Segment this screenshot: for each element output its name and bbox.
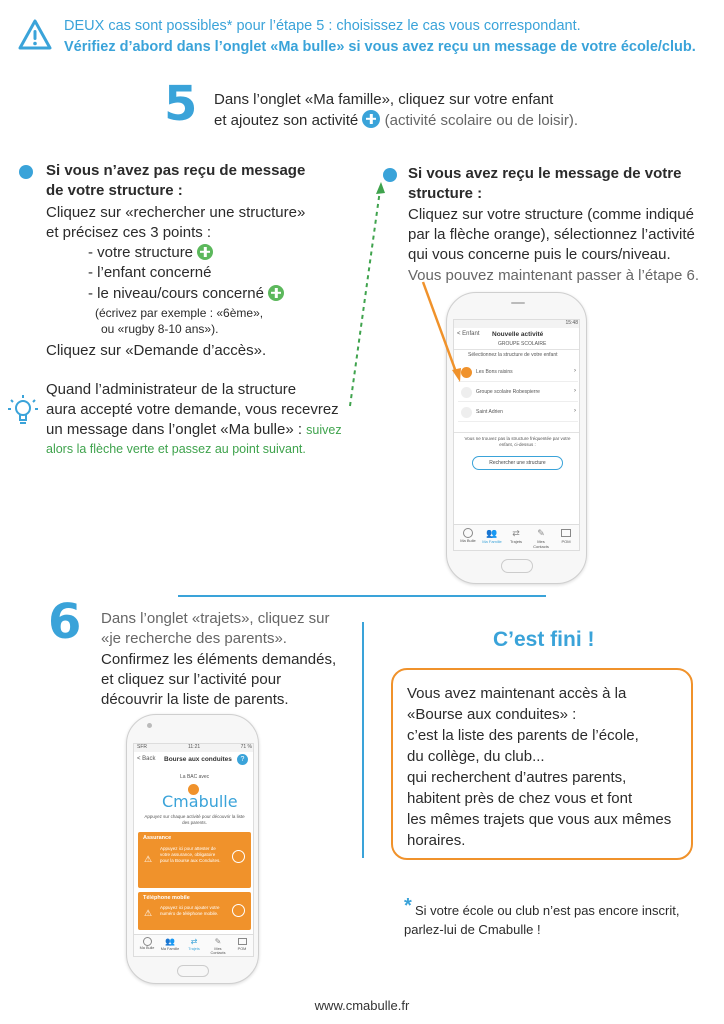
structure-item[interactable] <box>458 404 578 422</box>
tab-trajets[interactable] <box>184 937 204 951</box>
fini-line: du collège, du club... <box>407 748 545 765</box>
message-icon <box>238 938 247 945</box>
message-icon <box>561 529 571 537</box>
tip-line-1: Quand l’administrateur de la structure <box>46 381 297 398</box>
footnote-line-1: Si votre école ou club n’est pas encore inscrit, <box>415 903 680 918</box>
add-activity-icon <box>362 110 380 128</box>
mobile-phone-card[interactable] <box>138 892 251 930</box>
arrows-icon: ⇄ <box>512 528 520 538</box>
case-left-bullet-2: - l’enfant concerné <box>88 264 212 281</box>
phone-mockup-2 <box>126 714 259 984</box>
tab-label: Ma Bulle <box>139 946 155 950</box>
phone-2-screen <box>133 743 254 957</box>
tab-mes-contacts[interactable] <box>530 528 552 549</box>
fini-title: C’est fini ! <box>493 628 595 651</box>
tab-ma-famille[interactable] <box>160 937 180 951</box>
step-6-number: 6 <box>48 594 82 650</box>
case-right-title-1: Si vous avez reçu le message de votre <box>408 165 682 182</box>
tip-line-2: aura accepté votre demande, vous recevrez <box>46 401 339 418</box>
lightbulb-icon <box>6 393 40 429</box>
card-text: Appuyez ici pour attester de votre assurance, obligatoire pour la Bourse aux Conduites. <box>160 846 221 863</box>
tab-mes-contacts[interactable] <box>207 937 229 955</box>
tab-label: Ma Famille <box>160 947 180 951</box>
intro-text: Appuyez sur chaque activité pour découvrir la liste des parents. <box>144 814 245 825</box>
case-left-line-2: et précisez ces 3 points : <box>46 224 212 241</box>
family-icon: 👥 <box>165 937 175 946</box>
tab-label: POM <box>561 539 571 544</box>
target-icon <box>232 904 245 917</box>
chevron-right-icon: › <box>574 368 576 374</box>
green-plus-icon <box>197 244 213 260</box>
phone-camera <box>147 723 152 728</box>
tip-line-3 <box>46 420 342 440</box>
case-left-example-2: ou «rugby 8-10 ans»). <box>101 322 219 336</box>
tab-bar <box>454 524 580 551</box>
case-right-line-3: qui vous concerne puis le cours/niveau. <box>408 246 671 263</box>
family-icon: 👥 <box>486 528 498 538</box>
warning-icon: ⚠ <box>144 908 153 918</box>
tab-ma-bulle[interactable] <box>137 937 157 950</box>
case-left-title-2: de votre structure : <box>46 182 183 199</box>
header-line-2: Vérifiez d’abord dans l’onglet «Ma bulle» si vous avez reçu un message de votre école/club. <box>64 39 696 55</box>
status-time: 15:48 <box>565 320 578 326</box>
not-found-text: Vous ne trouvez pas la structure fréquentée par votre enfant, ci-dessus : <box>464 436 571 447</box>
case-left-bullet-3 <box>88 284 284 304</box>
home-button[interactable] <box>177 965 209 977</box>
divider <box>454 349 580 350</box>
section-divider <box>178 595 546 597</box>
structure-item[interactable] <box>458 364 578 382</box>
help-icon[interactable]: ? <box>237 754 248 765</box>
fini-line: c’est la liste des parents de l’école, <box>407 727 639 744</box>
fini-line: Vous avez maintenant accès à la <box>407 685 627 702</box>
status-battery: 71 % <box>240 744 252 750</box>
green-dashed-arrow <box>340 178 390 410</box>
tab-label: Ma Famille <box>482 539 502 544</box>
tab-pom[interactable] <box>232 937 252 951</box>
step-5-line-2-start: et ajoutez son activité <box>214 112 359 129</box>
tip-line-3-text: un message dans l’onglet «Ma bulle» : <box>46 421 302 438</box>
phone-speaker <box>511 302 525 304</box>
tab-bar <box>134 934 254 957</box>
case-left-line-1: Cliquez sur «rechercher une structure» <box>46 204 306 221</box>
status-bar <box>454 320 580 328</box>
structure-name: Saint Adrien <box>476 409 503 415</box>
step-6-line-1: Dans l’onglet «trajets», cliquez sur <box>101 610 330 627</box>
chevron-right-icon: › <box>574 388 576 394</box>
tip-line-3-green: suivez <box>306 423 342 437</box>
tab-label: POM <box>237 947 247 951</box>
status-bar <box>134 744 254 752</box>
bullet-dot-right <box>383 168 397 182</box>
fini-line: habitent près de chez vous et font <box>407 790 633 807</box>
card-title: Assurance <box>143 835 172 841</box>
screen-subtitle: GROUPE SCOLAIRE <box>498 341 547 347</box>
fini-line: horaires. <box>407 832 466 849</box>
screen-title: Bourse aux conduites <box>164 756 232 763</box>
bubble-icon <box>463 528 473 538</box>
status-carrier: SFR <box>137 744 147 750</box>
card-text: Appuyez ici pour ajouter votre numéro de téléphone mobile. <box>160 905 220 916</box>
case-left-bullet-1 <box>88 243 213 263</box>
case-right-line-4: Vous pouvez maintenant passer à l’étape 6. <box>408 267 700 284</box>
back-button[interactable]: < Enfant <box>457 331 480 337</box>
step-6-line-2: «je recherche des parents». <box>101 630 287 647</box>
fini-line: qui recherchent d’autres parents, <box>407 769 627 786</box>
tab-ma-bulle[interactable] <box>458 528 478 543</box>
bullet-dot-left <box>19 165 33 179</box>
warning-icon <box>18 18 52 52</box>
structure-name: Les Bons raisins <box>476 369 513 375</box>
tip-line-4-green: alors la flèche verte et passez au point suivant. <box>46 442 306 456</box>
tab-label: Trajets <box>188 947 200 951</box>
status-time: 11:21 <box>188 744 201 750</box>
bubble-icon <box>143 937 152 946</box>
step-6-line-3: Confirmez les éléments demandés, <box>101 651 337 668</box>
tab-label: Trajets <box>509 539 523 544</box>
tab-pom[interactable] <box>556 528 576 544</box>
structure-name: Groupe scolaire Robespierre <box>476 389 540 395</box>
step-5-line-2 <box>214 110 578 131</box>
divider <box>454 432 580 433</box>
case-right-title-2: structure : <box>408 185 483 202</box>
orange-arrow <box>420 280 470 390</box>
bac-label: La BAC avec <box>180 774 210 780</box>
case-right-line-1: Cliquez sur votre structure (comme indiqué <box>408 206 694 223</box>
bullet-1-text: - votre structure <box>88 244 194 261</box>
screen-title: Nouvelle activité <box>492 331 544 338</box>
case-left-example-1: (écrivez par exemple : «6ème», <box>95 306 264 320</box>
fini-line: «Bourse aux conduites» : <box>407 706 577 723</box>
chevron-right-icon: › <box>574 408 576 414</box>
fini-card <box>391 668 693 860</box>
step-5-line-2-end: (activité scolaire ou de loisir). <box>384 112 579 129</box>
search-structure-button[interactable]: Rechercher une structure <box>472 456 563 470</box>
fini-line: les mêmes trajets que vous aux mêmes <box>407 811 672 828</box>
case-right-line-2: par la flèche orange), sélectionnez l’activité <box>408 226 695 243</box>
phone-1-screen <box>453 319 580 551</box>
green-plus-icon <box>268 285 284 301</box>
card-title: Téléphone mobile <box>143 895 190 901</box>
warning-icon: ⚠ <box>144 854 153 864</box>
structure-avatar <box>461 407 472 418</box>
footnote-asterisk: * <box>404 895 412 917</box>
case-left-line-3: Cliquez sur «Demande d’accès». <box>46 342 267 359</box>
tab-label: Mes Contacts <box>533 539 549 549</box>
step-5-line-1: Dans l’onglet «Ma famille», cliquez sur votre enfant <box>214 91 554 108</box>
tab-trajets[interactable] <box>506 528 526 544</box>
tab-label: Mes Contacts <box>210 947 226 955</box>
tab-ma-famille[interactable] <box>482 528 502 544</box>
header-line-1: DEUX cas sont possibles* pour l’étape 5 : choisissez le cas vous correspondant. <box>64 18 581 34</box>
back-button[interactable]: < Back <box>137 756 156 762</box>
contacts-icon: ✎ <box>214 937 222 946</box>
step-6-line-4: et cliquez sur l’activité pour <box>101 671 282 688</box>
footnote-line-2: parlez-lui de Cmabulle ! <box>404 922 541 937</box>
arrows-icon: ⇄ <box>190 937 198 946</box>
vertical-divider <box>362 622 364 858</box>
home-button[interactable] <box>501 559 533 573</box>
case-left-title-1: Si vous n’avez pas reçu de message <box>46 162 306 179</box>
bullet-3-text: - le niveau/cours concerné <box>88 285 264 302</box>
cmabulle-logo: Cmabulle <box>162 792 238 811</box>
insurance-card[interactable] <box>138 832 251 888</box>
select-prompt: Sélectionnez la structure de votre enfant <box>468 352 558 358</box>
contacts-icon: ✎ <box>537 528 545 538</box>
target-icon <box>232 850 245 863</box>
step-5-number: 5 <box>164 76 198 132</box>
structure-item[interactable] <box>458 384 578 402</box>
step-6-line-5: découvrir la liste de parents. <box>101 691 289 708</box>
footer-url[interactable]: www.cmabulle.fr <box>314 998 410 1013</box>
tab-label: Ma Bulle <box>460 538 476 543</box>
